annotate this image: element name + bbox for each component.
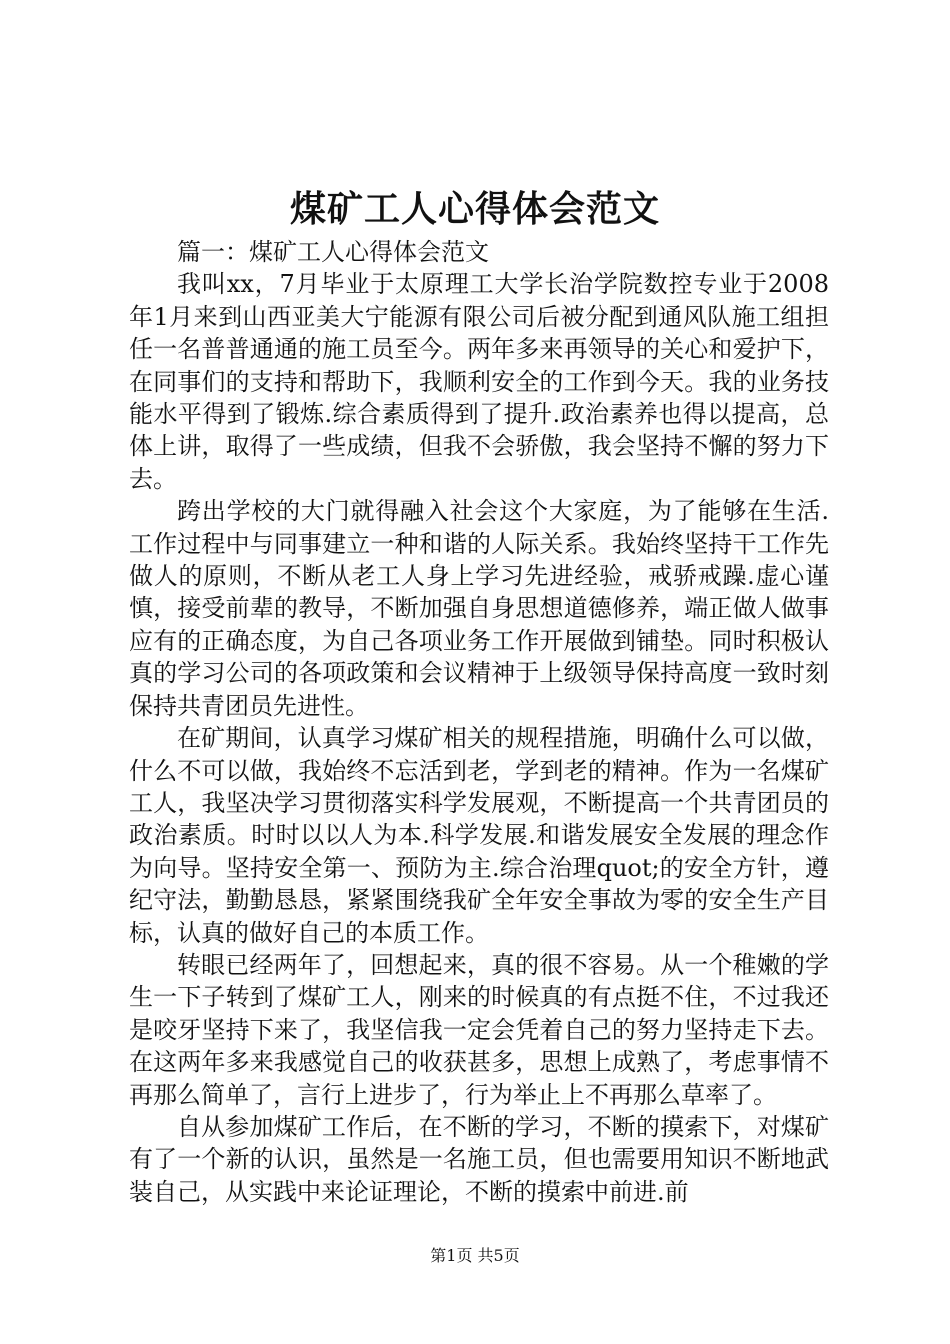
document-body (129, 236, 829, 1208)
page-footer: 第1页 共5页 (430, 1246, 520, 1265)
paragraph: 转眼已经两年了，回想起来，真的很不容易。从一个稚嫩的学生一下子转到了煤矿工人，刚来的时候真的有点挺不住，不过我还是咬牙坚持下来了，我坚信我一定会凭着自己的努力坚持走下去。在这两年多来我感觉自己的收获甚多，思想上成熟了，考虑事情不再那么简单了，言行上进步了，行为举止上不再那么草率了。 (129, 950, 829, 1109)
paragraph: 跨出学校的大门就得融入社会这个大家庭，为了能够在生活.工作过程中与同事建立一种和谐的人际关系。我始终坚持干工作先做人的原则，不断从老工人身上学习先进经验，戒骄戒躁.虚心谨慎，接受前辈的教导，不断加强自身思想道德修养，端正做人做事应有的正确态度，为自己各项业务工作开展做到铺垫。同时积极认真的学习公司的各项政策和会议精神于上级领导保持高度一致时刻保持共青团员先进性。 (129, 497, 829, 720)
paragraph: 我叫xx，7月毕业于太原理工大学长治学院数控专业于2008年1月来到山西亚美大宁能源有限公司后被分配到通风队施工组担任一名普普通通的施工员至今。两年多来再领导的关心和爱护下，在同事们的支持和帮助下，我顺利安全的工作到今天。我的业务技能水平得到了锻炼.综合素质得到了提升.政治素养也得以提高，总体上讲，取得了一些成绩，但我不会骄傲，我会坚持不懈的努力下去。 (129, 270, 829, 493)
section-heading: 篇一：煤矿工人心得体会范文 (177, 238, 489, 266)
document-title: 煤矿工人心得体会范文 (289, 188, 660, 230)
paragraph: 在矿期间，认真学习煤矿相关的规程措施，明确什么可以做，什么不可以做，我始终不忘活到老，学到老的精神。作为一名煤矿工人，我坚决学习贯彻落实科学发展观，不断提高一个共青团员的政治素质。时时以以人为本.科学发展.和谐发展安全发展的理念作为向导。坚持安全第一、预防为主.综合治理quot;的安全方针，遵纪守法，勤勤恳恳，紧紧围绕我矿全年安全事故为零的安全生产目标，认真的做好自己的本质工作。 (129, 724, 829, 947)
paragraph: 自从参加煤矿工作后，在不断的学习，不断的摸索下，对煤矿有了一个新的认识，虽然是一名施工员，但也需要用知识不断地武装自己，从实践中来论证理论，不断的摸索中前进.前 (129, 1112, 829, 1206)
